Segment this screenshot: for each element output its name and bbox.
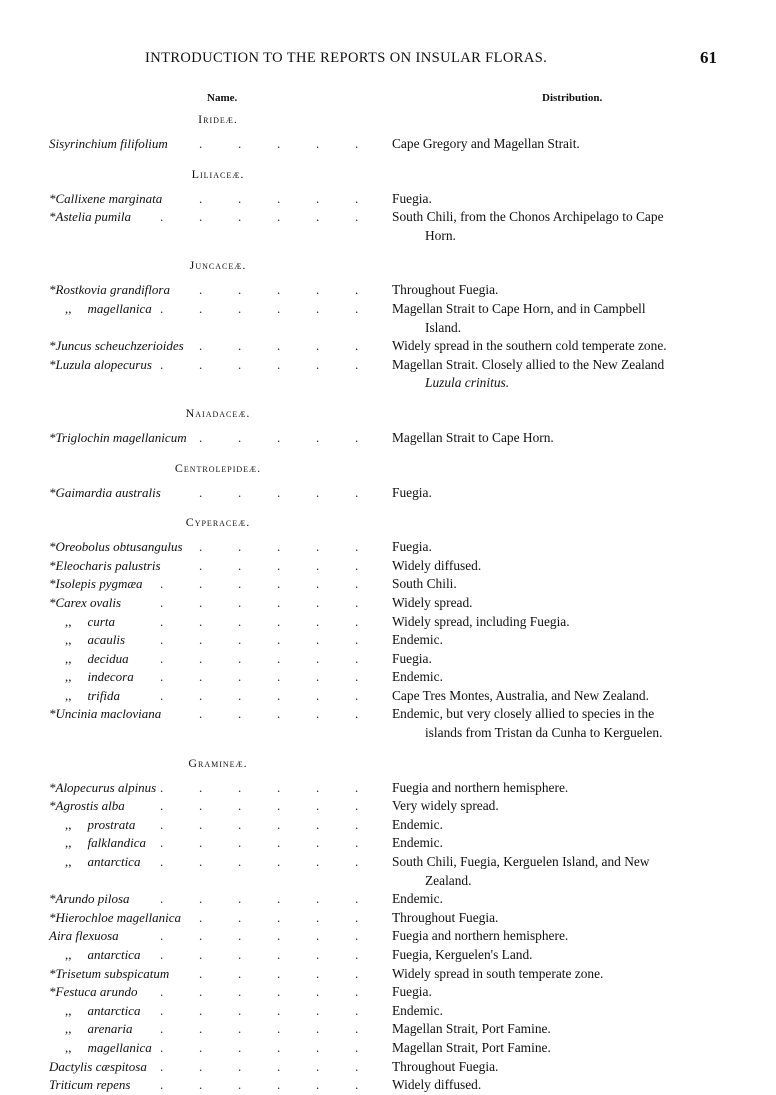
species-name — [65, 687, 405, 706]
species-row — [0, 650, 776, 669]
species-row — [0, 668, 776, 687]
species-name-text — [49, 430, 190, 445]
species-name-text — [49, 595, 124, 610]
species-row — [0, 909, 776, 928]
family-name: Liliaceæ. — [191, 166, 245, 181]
species-name-text — [65, 1003, 143, 1018]
distribution-text: Magellan Strait. Closely allied to the New Zealand — [392, 356, 665, 372]
species-row — [0, 946, 776, 965]
family-name: Juncaceæ. — [189, 258, 247, 273]
distribution — [392, 1002, 727, 1021]
ditto-or-asterisk: ,, — [65, 835, 72, 851]
species-binomial: Hierochloe magellanica — [55, 909, 182, 925]
distribution — [392, 631, 727, 650]
species-binomial: acaulis — [87, 632, 126, 648]
ditto-or-asterisk: * — [49, 909, 56, 925]
species-name-text — [49, 966, 172, 981]
distribution — [392, 281, 727, 300]
species-name — [49, 1058, 389, 1077]
species-name — [65, 1039, 405, 1058]
ditto-or-asterisk: * — [49, 965, 56, 981]
family-heading — [0, 110, 776, 129]
ditto-or-asterisk: ,, — [65, 816, 72, 832]
distribution-text: Magellan Strait, Port Famine. — [392, 1021, 551, 1037]
species-row — [0, 834, 776, 853]
species-binomial: indecora — [87, 669, 134, 685]
distribution-text: Endemic. — [392, 669, 443, 685]
distribution — [392, 557, 727, 576]
family-name: Naiadaceæ. — [185, 405, 251, 420]
distribution — [392, 779, 727, 798]
species-row — [0, 965, 776, 984]
species-binomial: Callixene marginata — [55, 190, 163, 206]
species-table — [0, 110, 776, 1095]
species-name — [49, 965, 389, 984]
species-name — [49, 575, 389, 594]
species-name-text — [65, 688, 123, 703]
distribution — [392, 300, 727, 337]
family-heading — [0, 256, 776, 275]
species-name — [65, 834, 405, 853]
species-name — [49, 281, 389, 300]
distribution — [392, 1039, 727, 1058]
species-name-text — [65, 651, 132, 666]
species-name-text — [49, 1077, 134, 1092]
species-binomial: magellanica — [87, 300, 152, 316]
species-name-text — [65, 817, 138, 832]
species-name-text — [49, 891, 133, 906]
species-name-text — [49, 1059, 150, 1074]
ditto-or-asterisk: * — [49, 429, 56, 445]
species-row — [0, 594, 776, 613]
distribution-text: Endemic. — [392, 816, 443, 832]
species-row — [0, 853, 776, 890]
species-binomial: Astelia pumila — [55, 209, 131, 225]
species-name-text — [49, 984, 140, 999]
distribution-text: Widely spread. — [392, 594, 473, 610]
species-binomial: Arundo pilosa — [55, 891, 130, 907]
species-row — [0, 816, 776, 835]
distribution-text: Throughout Fuegia. — [392, 909, 499, 925]
distribution-continuation: islands from Tristan da Cunha to Kerguelen. — [425, 725, 663, 741]
species-binomial: curta — [87, 613, 115, 629]
species-name — [49, 484, 389, 503]
distribution-text: Widely diffused. — [392, 1077, 482, 1093]
family-heading — [0, 459, 776, 478]
species-binomial: falklandica — [87, 835, 146, 851]
family-gap — [0, 393, 776, 404]
column-header-name: Name. — [207, 92, 238, 104]
distribution — [392, 890, 727, 909]
distribution-text: Widely diffused. — [392, 557, 482, 573]
distribution — [392, 687, 727, 706]
species-row — [0, 687, 776, 706]
family-name: Irideæ. — [198, 112, 238, 126]
species-name-text — [65, 1021, 136, 1036]
family-gap — [0, 743, 776, 754]
species-name — [65, 816, 405, 835]
column-header-distribution: Distribution. — [542, 92, 603, 104]
species-name — [49, 909, 389, 928]
ditto-or-asterisk: ,, — [65, 854, 72, 870]
species-name-text — [65, 632, 128, 647]
distribution — [392, 575, 727, 594]
ditto-or-asterisk: * — [49, 190, 56, 206]
distribution-text: Endemic. — [392, 632, 443, 648]
distribution-text: Very widely spread. — [392, 798, 499, 814]
distribution — [392, 816, 727, 835]
species-binomial: antarctica — [87, 947, 141, 962]
distribution-text: Endemic. — [392, 891, 443, 907]
species-row — [0, 135, 776, 154]
family-heading — [0, 513, 776, 532]
species-row — [0, 190, 776, 209]
species-name — [49, 797, 389, 816]
running-title: INTRODUCTION TO THE REPORTS ON INSULAR FLORAS. — [145, 50, 548, 66]
ditto-or-asterisk: ,, — [65, 669, 72, 685]
species-name — [65, 650, 405, 669]
distribution — [392, 797, 727, 816]
species-name-text — [49, 136, 171, 151]
species-name — [49, 557, 389, 576]
ditto-or-asterisk: ,, — [65, 650, 72, 666]
ditto-or-asterisk: ,, — [65, 687, 72, 703]
species-row — [0, 557, 776, 576]
distribution — [392, 983, 727, 1002]
species-name — [49, 135, 389, 154]
species-name — [65, 1020, 405, 1039]
species-binomial: Aira flexuosa — [49, 928, 119, 944]
ditto-or-asterisk: * — [49, 557, 56, 573]
species-binomial: antarctica — [87, 854, 141, 870]
species-name-text — [65, 669, 137, 684]
family-gap — [0, 154, 776, 165]
distribution — [392, 853, 727, 890]
species-binomial: Rostkovia grandiflora — [55, 282, 170, 298]
distribution — [392, 337, 727, 356]
distribution-text: Fuegia and northern hemisphere. — [392, 779, 569, 795]
species-name — [49, 429, 389, 448]
ditto-or-asterisk: ,, — [65, 1039, 72, 1055]
species-binomial: Eleocharis palustris — [55, 557, 161, 573]
species-name — [49, 779, 389, 798]
distribution-text: Fuegia. — [392, 650, 432, 666]
distribution-text: Widely spread in the southern cold temperate zone. — [392, 338, 667, 354]
species-name-text — [65, 301, 155, 316]
distribution — [392, 965, 727, 984]
distribution — [392, 484, 727, 503]
species-name — [49, 983, 389, 1002]
family-gap — [0, 448, 776, 459]
species-binomial: Sisyrinchium filifolium — [49, 136, 168, 151]
species-name-text — [49, 928, 122, 943]
species-name-text — [49, 558, 164, 573]
distribution — [392, 1058, 727, 1077]
page-number: 61 — [700, 48, 717, 67]
ditto-or-asterisk: ,, — [65, 300, 72, 316]
species-name-text — [65, 947, 143, 962]
species-name-text — [49, 576, 146, 591]
species-row — [0, 1039, 776, 1058]
distribution-continuation: Island. — [425, 319, 462, 335]
ditto-or-asterisk: * — [49, 576, 56, 592]
species-row — [0, 300, 776, 337]
species-binomial: prostrata — [87, 816, 136, 832]
distribution-text: Throughout Fuegia. — [392, 282, 499, 298]
distribution-text: Magellan Strait to Cape Horn, and in Campbell — [392, 300, 646, 316]
distribution — [392, 1076, 727, 1095]
distribution — [392, 650, 727, 669]
species-name-text — [49, 910, 184, 925]
ditto-or-asterisk: ,, — [65, 947, 72, 962]
species-name-text — [49, 485, 164, 500]
distribution — [392, 538, 727, 557]
species-name — [49, 538, 389, 557]
species-name — [65, 946, 405, 965]
distribution-text: Fuegia. — [392, 539, 432, 555]
distribution-text: Fuegia. — [392, 484, 432, 500]
species-name-text — [49, 780, 159, 795]
species-binomial: Triglochin magellanicum — [55, 429, 187, 445]
species-row — [0, 797, 776, 816]
species-name-text — [49, 357, 155, 372]
distribution — [392, 946, 727, 965]
distribution-text: Fuegia. — [392, 984, 432, 1000]
species-name — [49, 337, 389, 356]
distribution-continuation: Zealand. — [425, 872, 472, 888]
distribution — [392, 594, 727, 613]
species-name-text — [49, 338, 187, 353]
distribution-text: Widely spread, including Fuegia. — [392, 613, 570, 629]
ditto-or-asterisk: * — [49, 356, 56, 372]
species-binomial: Trisetum subspicatum — [55, 965, 170, 981]
species-name — [49, 1076, 389, 1095]
distribution — [392, 668, 727, 687]
species-name — [49, 927, 389, 946]
species-row — [0, 1076, 776, 1095]
species-binomial: trifida — [87, 687, 121, 703]
distribution-text: Cape Gregory and Magellan Strait. — [392, 136, 580, 151]
species-name-text — [49, 539, 186, 554]
species-name — [65, 853, 405, 872]
distribution-text: Fuegia, Kerguelen's Land. — [392, 947, 533, 962]
species-binomial: antarctica — [87, 1002, 141, 1018]
species-binomial: Dactylis cæspitosa — [49, 1058, 147, 1074]
distribution — [392, 705, 727, 742]
species-row — [0, 983, 776, 1002]
species-name — [49, 190, 389, 209]
distribution — [392, 834, 727, 853]
ditto-or-asterisk: ,, — [65, 632, 72, 648]
species-binomial: Luzula alopecurus — [55, 356, 152, 372]
ditto-or-asterisk: * — [49, 706, 56, 722]
ditto-or-asterisk: * — [49, 282, 56, 298]
species-row — [0, 927, 776, 946]
distribution-text: Magellan Strait to Cape Horn. — [392, 429, 554, 445]
distribution — [392, 909, 727, 928]
ditto-or-asterisk: * — [49, 209, 56, 225]
species-name-text — [65, 835, 149, 850]
distribution-text: South Chili, from the Chonos Archipelago to Cape — [392, 209, 664, 225]
species-binomial: Carex ovalis — [55, 594, 122, 610]
ditto-or-asterisk: * — [49, 484, 56, 500]
distribution-text: South Chili. — [392, 576, 457, 592]
ditto-or-asterisk: * — [49, 779, 56, 795]
distribution — [392, 1020, 727, 1039]
distribution-text: Endemic, but very closely allied to species in the — [392, 706, 655, 722]
family-gap — [0, 502, 776, 513]
species-name-text — [49, 282, 173, 297]
species-binomial: Triticum repens — [49, 1077, 131, 1093]
species-row — [0, 538, 776, 557]
ditto-or-asterisk: ,, — [65, 613, 72, 629]
distribution — [392, 927, 727, 946]
species-row — [0, 281, 776, 300]
species-row — [0, 613, 776, 632]
species-row — [0, 484, 776, 503]
species-row — [0, 1058, 776, 1077]
family-heading — [0, 404, 776, 423]
species-name-text — [49, 706, 164, 721]
ditto-or-asterisk: ,, — [65, 1021, 72, 1037]
distribution-text: Magellan Strait, Port Famine. — [392, 1039, 551, 1055]
species-binomial: arenaria — [87, 1021, 133, 1037]
species-name — [65, 631, 405, 650]
distribution — [392, 429, 727, 448]
distribution-continuation: Horn. — [425, 227, 456, 243]
distribution-text: Cape Tres Montes, Australia, and New Zealand. — [392, 687, 649, 703]
distribution — [392, 190, 727, 209]
species-row — [0, 1002, 776, 1021]
species-row — [0, 208, 776, 245]
distribution — [392, 356, 727, 393]
family-heading — [0, 754, 776, 773]
distribution — [392, 613, 727, 632]
species-row — [0, 779, 776, 798]
species-binomial: Isolepis pygmæa — [55, 576, 143, 592]
species-name-text — [65, 614, 118, 629]
family-gap — [0, 245, 776, 256]
distribution — [392, 135, 727, 154]
ditto-or-asterisk: * — [49, 798, 56, 814]
distribution-text: Fuegia. — [392, 190, 432, 206]
species-name-text — [49, 191, 165, 206]
family-name: Centrolepideæ. — [174, 460, 262, 475]
species-row — [0, 705, 776, 742]
distribution-text: Endemic. — [392, 1002, 443, 1018]
species-row — [0, 575, 776, 594]
species-binomial: Juncus scheuchzerioides — [55, 338, 184, 354]
species-row — [0, 1020, 776, 1039]
distribution-text: Fuegia and northern hemisphere. — [392, 928, 569, 944]
species-name-text — [65, 1040, 155, 1055]
ditto-or-asterisk: * — [49, 984, 56, 1000]
species-row — [0, 429, 776, 448]
species-binomial: decidua — [87, 650, 129, 666]
ditto-or-asterisk: * — [49, 594, 56, 610]
species-binomial: magellanica — [87, 1039, 152, 1055]
species-name-text — [65, 854, 143, 869]
distribution-continuation-italic: Luzula crinitus. — [425, 375, 510, 391]
ditto-or-asterisk: * — [49, 539, 56, 555]
species-name — [65, 300, 405, 319]
distribution-text: Widely spread in south temperate zone. — [392, 965, 604, 981]
species-name — [49, 594, 389, 613]
distribution-text: Throughout Fuegia. — [392, 1058, 499, 1074]
distribution-text: South Chili, Fuegia, Kerguelen Island, and New — [392, 854, 650, 870]
species-name — [49, 705, 389, 724]
ditto-or-asterisk: * — [49, 891, 56, 907]
family-heading — [0, 165, 776, 184]
family-name: Gramineæ. — [188, 755, 248, 770]
species-name — [65, 668, 405, 687]
distribution-text: Endemic. — [392, 835, 443, 851]
species-row — [0, 890, 776, 909]
species-binomial: Gaimardia australis — [55, 484, 161, 500]
species-binomial: Agrostis alba — [55, 798, 125, 814]
ditto-or-asterisk: ,, — [65, 1002, 72, 1018]
species-name-text — [49, 798, 128, 813]
ditto-or-asterisk: * — [49, 338, 56, 354]
species-name — [65, 613, 405, 632]
species-binomial: Alopecurus alpinus — [55, 779, 157, 795]
family-name: Cyperaceæ. — [185, 515, 251, 530]
species-row — [0, 337, 776, 356]
species-name — [49, 890, 389, 909]
species-binomial: Oreobolus obtusangulus — [55, 539, 183, 555]
species-binomial: Uncinia macloviana — [55, 706, 162, 722]
species-row — [0, 356, 776, 393]
distribution — [392, 208, 727, 245]
species-name — [49, 356, 389, 375]
species-name — [49, 208, 389, 227]
species-name — [65, 1002, 405, 1021]
species-binomial: Festuca arundo — [55, 984, 138, 1000]
species-row — [0, 631, 776, 650]
species-name-text — [49, 209, 134, 224]
